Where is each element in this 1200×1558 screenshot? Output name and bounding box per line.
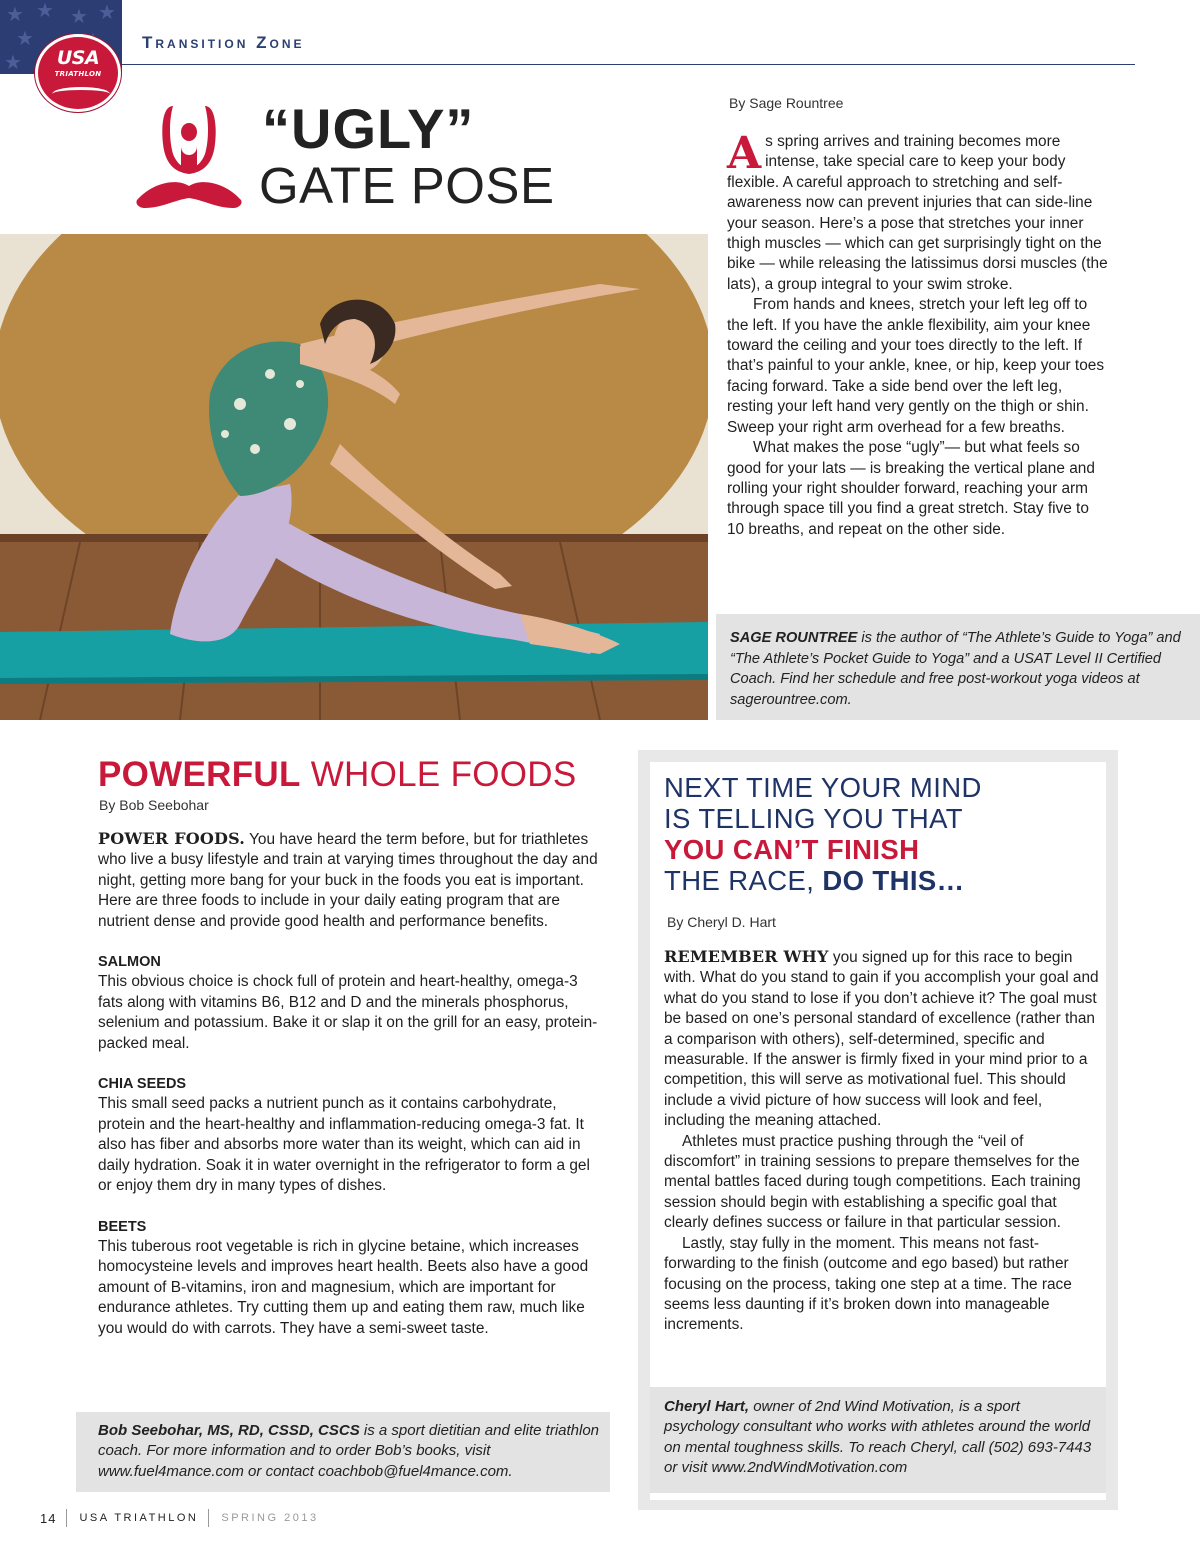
page-number: 14: [40, 1510, 57, 1526]
mind-paragraph: Lastly, stay fully in the moment. This means not fast-forwarding to the finish (outcome and ego based) but rather focusing on the process, taking one step at a time. The race seems less daunting if it’s broken down into manageable increments.: [664, 1234, 1072, 1334]
feature-paragraph: [727, 128, 1109, 295]
food-heading-beets: BEETS: [98, 1218, 147, 1235]
mind-lead-caps: REMEMBER WHY: [664, 947, 829, 966]
author-bio-bob: [76, 1412, 610, 1492]
mind-paragraph: Athletes must practice pushing through the “veil of discomfort” in training sessions to prepare themselves for the mental battles faced during tough competitions. Each training session should begin with establishing a specific goal that clearly defines success or failure in that particular session.: [664, 1132, 1081, 1232]
yoga-figure-icon: [133, 96, 245, 212]
mind-byline: By Cheryl D. Hart: [667, 914, 776, 930]
food-heading-chia: CHIA SEEDS: [98, 1076, 187, 1093]
mind-title-line: [664, 865, 982, 896]
author-bio-cheryl: [650, 1387, 1106, 1493]
foods-article-body: [98, 829, 598, 1339]
page-footer: [40, 1509, 319, 1527]
foods-lead-text: You have heard the term before, but for triathletes who live a busy lifestyle and train at varying times throughout the day and night, getting more bang for your buck in the foods you eat is important. Here are three foods to include in your daily eating program that are nutrient dense and provide good health and performance benefits.: [98, 831, 598, 930]
header-rule: [122, 64, 1135, 65]
foods-lead-caps: POWER FOODS.: [98, 829, 246, 848]
food-heading-salmon: SALMON: [98, 954, 161, 971]
food-text-beets: This tuberous root vegetable is rich in glycine betaine, which increases homocysteine levels and improves heart health. Beets also have a good amount of B-vitamins, iron and magnesium, which are important for endurance athletes. Try cutting them up and eating them raw, much like you would do with carrots. They have a semi-sweet taste.: [98, 1237, 589, 1337]
publication-name: USA TRIATHLON: [79, 1512, 199, 1524]
foods-byline: By Bob Seebohar: [99, 797, 209, 813]
feature-paragraph: From hands and knees, stretch your left leg off to the left. If you have the ankle flexibility, aim your knee toward the ceiling and your toes directly to the left. If that’s painful to your ankle, knee, or hip, keep your toes facing forward. Take a side bend over the left leg, resting your left hand very gently on the thigh or shin. Sweep your right arm overhead for a few breaths.: [727, 296, 1105, 436]
bio-text: is the author of “The Athlete’s Guide to Yoga” and “The Athlete’s Pocket Guide to Yoga” and a USAT Level II Certified Coach. Find her schedule and free post-workout yoga videos at sagerountree.com.: [730, 630, 1181, 708]
feature-paragraph: What makes the pose “ugly”— but what feels so good for your lats — is breaking the vertical plane and rolling your right shoulder forward, reaching your arm through space till you find a great stretch. Stay five to 10 breaths, and repeat on the other side.: [727, 439, 1095, 538]
feature-paragraph-text: s spring arrives and training becomes more intense, take special care to keep your body flexible. A careful approach to stretching and self-awareness now can prevent injuries that can side-line your season. Here’s a pose that stretches your inner thigh muscles — which can get surprisingly tight on the bike — while releasing the latissimus dorsi muscles (the lats), a group integral to your swim stroke.: [727, 133, 1108, 293]
foods-title-strong: POWERFUL: [98, 755, 301, 794]
issue-label: SPRING 2013: [221, 1512, 319, 1524]
food-text-chia: This small seed packs a nutrient punch as it contains carbohydrate, protein and the heart-healthy and inflammation-reducing omega-3 fat. It also has fiber and absorbs more water than its weight, which can aid in daily hydration. Soak it in water overnight in the refrigerator to form a gel or enjoy them dry in many types of dishes.: [98, 1095, 590, 1195]
bio-author-name: SAGE ROUNTREE: [730, 630, 858, 646]
feature-byline: By Sage Rountree: [729, 95, 844, 111]
mind-title-line: NEXT TIME YOUR MIND: [664, 772, 982, 803]
yoga-pose-photo: [0, 234, 708, 720]
foods-lead-paragraph: [98, 829, 598, 932]
usa-triathlon-logo: [35, 34, 121, 112]
mind-title-text: THE RACE,: [664, 865, 823, 896]
mind-lead-paragraph: [664, 947, 1100, 1132]
author-bio-sage: [716, 614, 1200, 720]
logo-swoosh: [52, 87, 110, 101]
foods-title: [98, 755, 577, 795]
flag-stars-corner: ★ ★ ★ ★ ★ ★: [0, 0, 122, 74]
footer-divider: [208, 1509, 209, 1527]
food-text-salmon: This obvious choice is chock full of protein and heart-healthy, omega-3 fats along with vitamins B6, B12 and D and the minerals phosphorus, selenium and potassium. Bake it or slap it on the grill for an easy, protein-packed meal.: [98, 973, 598, 1052]
logo-usa-text: USA: [56, 47, 100, 69]
mind-title: [664, 772, 982, 896]
mind-title-line: IS TELLING YOU THAT: [664, 803, 963, 834]
foods-title-rest: WHOLE FOODS: [300, 755, 577, 794]
feature-article-body: [727, 128, 1109, 540]
section-label: Transition Zone: [142, 33, 305, 52]
bio-text: is a sport dietitian and elite triathlon coach. For more information and to order Bob’s books, visit www.fuel4mance.com or contact coachbob@fuel4mance.com.: [98, 1422, 600, 1480]
drop-cap: A: [727, 128, 762, 179]
mind-lead-text: you signed up for this race to begin with. What do you stand to gain if you accomplish your goal and what do you stand to lose if you don’t achieve it? The goal must be based on one’s personal standard of excellence (rather than a comparison with others), self-determined, specific and measurable. If the answer is firmly fixed in your mind prior to a competition, this will serve as motivational fuel. This should include a vivid picture of how success will look and feel, including the meaning attached.: [664, 949, 1099, 1130]
mind-title-bold: DO THIS…: [822, 865, 965, 896]
footer-divider: [66, 1509, 67, 1527]
bio-author-name: Cheryl Hart,: [664, 1398, 750, 1415]
feature-title-line-2: GATE POSE: [259, 157, 555, 214]
bio-text: owner of 2nd Wind Motivation, is a sport psychology consultant who works with athletes around the world on mental toughness skills. To reach Cheryl, call (502) 693-7443 or visit www.2ndWindMotivation.com: [664, 1398, 1092, 1477]
logo-triathlon-text: TRIATHLON: [54, 70, 102, 78]
feature-title-line-1: “UGLY”: [262, 97, 475, 160]
mind-title-highlight: YOU CAN’T FINISH: [664, 834, 920, 865]
mind-article-body: [664, 947, 1100, 1336]
bio-author-name: Bob Seebohar, MS, RD, CSSD, CSCS: [98, 1422, 360, 1439]
